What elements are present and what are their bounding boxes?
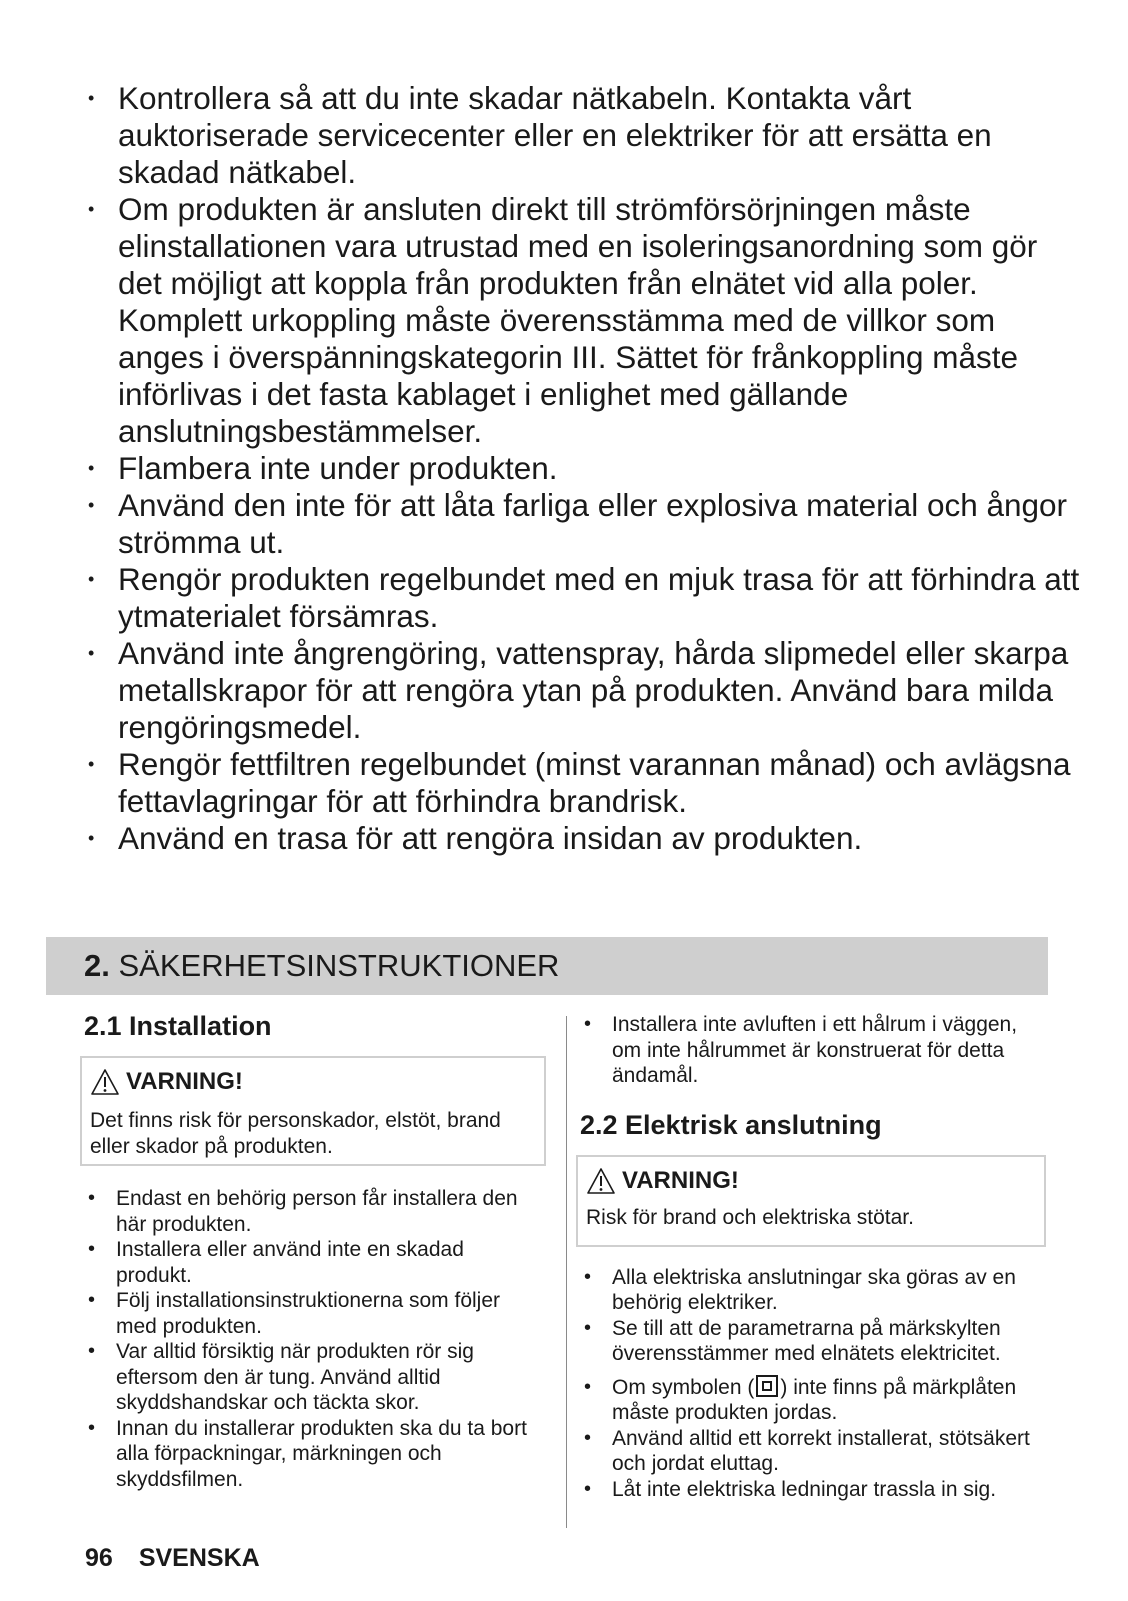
warning-heading xyxy=(90,1068,538,1096)
column-divider xyxy=(566,1016,567,1528)
installation-list xyxy=(84,1186,534,1492)
warning-text: Risk för brand och elektriska stötar. xyxy=(586,1205,914,1229)
section-banner xyxy=(46,937,1048,995)
warning-triangle-icon xyxy=(586,1167,616,1195)
list-item: • Se till att de parametrarna på märkskylten överensstämmer med elnätets elektricitet. xyxy=(580,1316,1050,1367)
symbol-item-after: ) inte finns på märkplåten måste produkten jordas. xyxy=(612,1375,1017,1424)
installation-list-continued xyxy=(580,1012,1050,1089)
list-item: • Alla elektriska anslutningar ska göras av en behörig elektriker. xyxy=(580,1265,1050,1316)
symbol-item-before: Om symbolen ( xyxy=(612,1375,755,1399)
electrical-warning-box xyxy=(576,1155,1046,1247)
section-title xyxy=(84,948,559,984)
warning-heading xyxy=(586,1167,1038,1195)
warning-label: VARNING! xyxy=(126,1068,243,1095)
list-item: • Rengör fettfiltren regelbundet (minst varannan månad) och avlägsna fettavlagringar för att förhindra brandrisk. xyxy=(88,746,1088,820)
list-item: • Kontrollera så att du inte skadar nätkabeln. Kontakta vårt auktoriserade servicecenter eller en elektriker för att ersätta en skadad nätkabel. xyxy=(88,80,1088,191)
list-item: • Följ installationsinstruktionerna som följer med produkten. xyxy=(84,1288,534,1339)
installation-heading: 2.1 Installation xyxy=(84,1011,272,1041)
electrical-heading: 2.2 Elektrisk anslutning xyxy=(580,1109,882,1140)
electrical-column xyxy=(580,1012,1050,1502)
warning-triangle-icon xyxy=(90,1068,120,1096)
list-item: • Endast en behörig person får installera den här produkten. xyxy=(84,1186,534,1237)
list-item: • Låt inte elektriska ledningar trassla in sig. xyxy=(580,1477,1050,1503)
safety-bullet-list xyxy=(88,80,1088,857)
list-item: • Rengör produkten regelbundet med en mjuk trasa för att förhindra att ytmaterialet försämras. xyxy=(88,561,1088,635)
list-item: • Använd alltid ett korrekt installerat, stötsäkert och jordat eluttag. xyxy=(580,1426,1050,1477)
electrical-list xyxy=(580,1265,1050,1503)
list-item: • Innan du installerar produkten ska du ta bort alla förpackningar, märkningen och skyddsfilmen. xyxy=(84,1416,534,1493)
protective-class-symbol-icon xyxy=(756,1375,778,1397)
page-footer xyxy=(85,1544,260,1573)
footer-language: SVENSKA xyxy=(138,1544,260,1572)
installation-column xyxy=(84,1010,554,1492)
warning-label: VARNING! xyxy=(622,1166,739,1194)
installation-warning-box xyxy=(80,1056,546,1166)
list-item: • Installera eller använd inte en skadad produkt. xyxy=(84,1237,534,1288)
list-item: • Var alltid försiktig när produkten rör sig eftersom den är tung. Använd alltid skyddshandskar och täckta skor. xyxy=(84,1339,534,1416)
list-item: • Installera inte avluften i ett hålrum i väggen, om inte hålrummet är konstruerat för detta ändamål. xyxy=(580,1012,1050,1089)
list-item: • Använd inte ångrengöring, vattenspray, hårda slipmedel eller skarpa metallskrapor för att rengöra ytan på produkten. Använd bara milda rengöringsmedel. xyxy=(88,635,1088,746)
section-number: 2. xyxy=(84,948,110,983)
warning-text: Det finns risk för personskador, elstöt, brand eller skador på produkten. xyxy=(90,1109,501,1158)
list-item: • Om produkten är ansluten direkt till strömförsörjningen måste elinstallationen vara utrustad med en isoleringsanordning som gör det möjligt att koppla från produkten från elnätet vid alla poler. Komplett urkoppling måste överensstämma med de villkor som anges i överspänningskategorin III. Sättet för frånkoppling måste införlivas i det fasta kablaget i enlighet med gällande anslutningsbestämmelser. xyxy=(88,191,1088,450)
list-item-symbol xyxy=(580,1375,1050,1426)
list-item: • Flambera inte under produkten. xyxy=(88,450,1088,487)
page-number: 96 xyxy=(85,1544,113,1572)
section-title-text: SÄKERHETSINSTRUKTIONER xyxy=(118,948,560,983)
list-item: • Använd en trasa för att rengöra insidan av produkten. xyxy=(88,820,1088,857)
list-item: • Använd den inte för att låta farliga eller explosiva material och ångor strömma ut. xyxy=(88,487,1088,561)
